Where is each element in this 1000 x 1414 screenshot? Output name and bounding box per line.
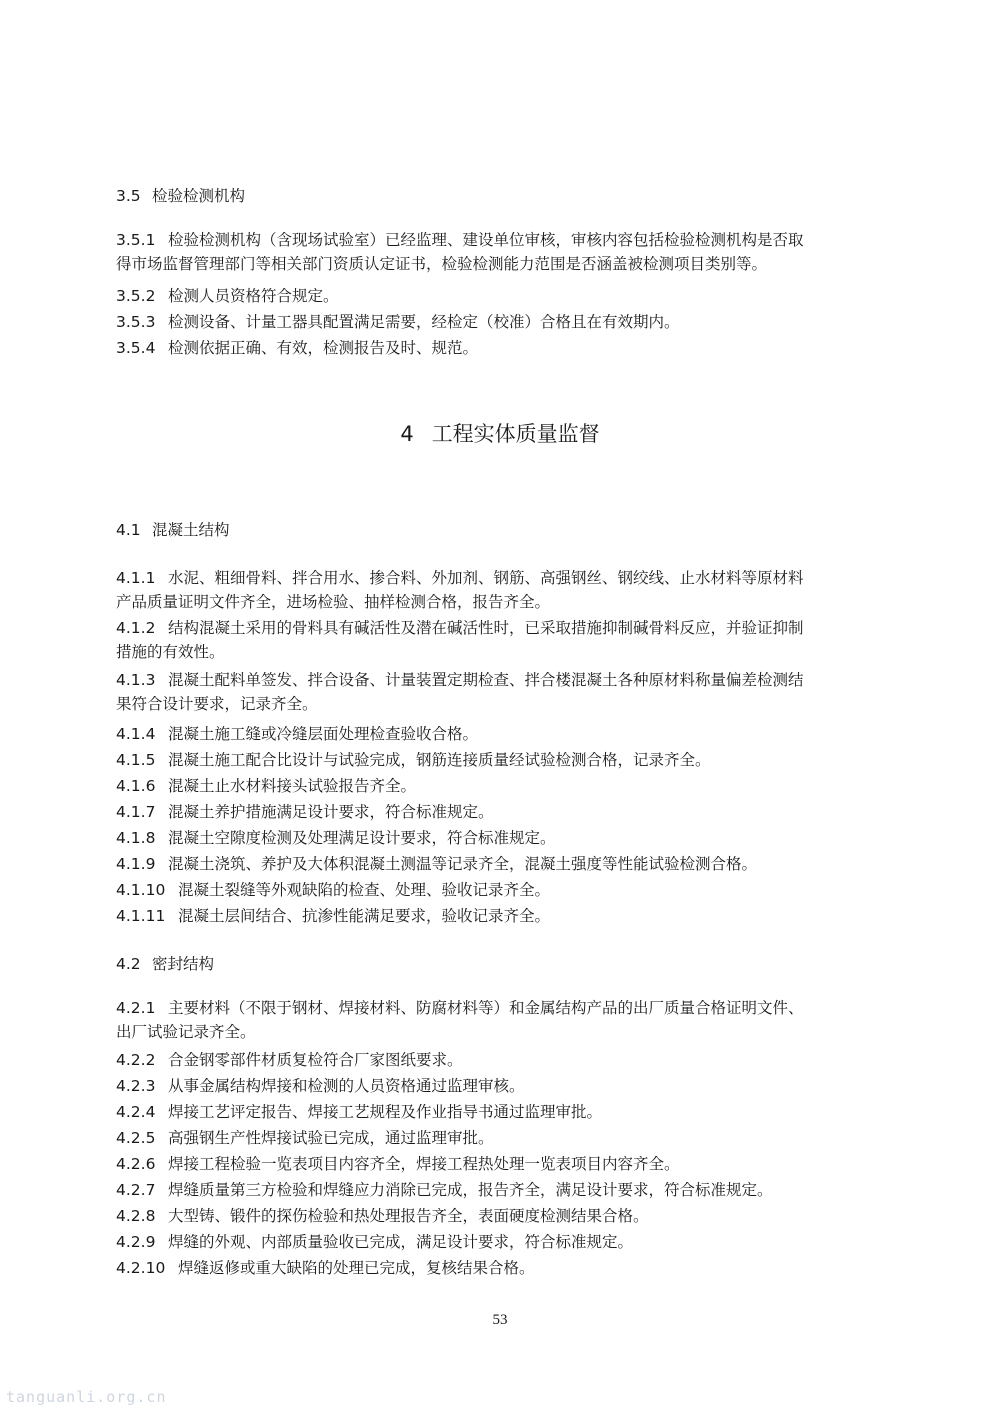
clause-text: 焊缝返修或重大缺陷的处理已完成，复核结果合格。 xyxy=(178,1259,535,1277)
clause-4-2-1 xyxy=(116,996,892,1044)
clause-4-1-7 xyxy=(116,800,892,824)
clause-number: 4.1.2 xyxy=(116,619,156,637)
clause-4-2-6 xyxy=(116,1152,892,1176)
clause-4-2-3 xyxy=(116,1074,892,1098)
clause-4-2-5 xyxy=(116,1126,892,1150)
clause-number: 4.2.5 xyxy=(116,1129,156,1147)
clause-number: 4.1.4 xyxy=(116,725,156,743)
clause-4-1-1 xyxy=(116,566,892,614)
chapter-number: 4 xyxy=(400,422,414,446)
clause-text: 混凝土空隙度检测及处理满足设计要求，符合标准规定。 xyxy=(168,829,556,847)
page-number: 53 xyxy=(492,1312,508,1328)
clause-text: 检测设备、计量工器具配置满足需要，经检定（校准）合格且在有效期内。 xyxy=(168,313,680,331)
clause-number: 4.2.4 xyxy=(116,1103,156,1121)
clause-text: 合金钢零部件材质复检符合厂家图纸要求。 xyxy=(168,1051,463,1069)
clause-text: 混凝土施工配合比设计与试验完成，钢筋连接质量经试验检测合格，记录齐全。 xyxy=(168,751,711,769)
clause-4-1-3 xyxy=(116,668,892,716)
clause-text: 检测依据正确、有效，检测报告及时、规范。 xyxy=(168,339,479,357)
section-heading-4-2 xyxy=(116,954,214,974)
clause-number: 4.1.5 xyxy=(116,751,156,769)
clause-4-2-4 xyxy=(116,1100,892,1124)
clause-number: 4.2.6 xyxy=(116,1155,156,1173)
clause-text-line2: 产品质量证明文件齐全，进场检验、抽样检测合格，报告齐全。 xyxy=(116,593,551,611)
section-heading-3-5 xyxy=(116,186,245,206)
clause-3-5-4 xyxy=(116,336,892,360)
clause-text-line1: 主要材料（不限于钢材、焊接材料、防腐材料等）和金属结构产品的出厂质量合格证明文件、 xyxy=(168,999,804,1017)
clause-number: 3.5.4 xyxy=(116,339,156,357)
clause-text: 混凝土止水材料接头试验报告齐全。 xyxy=(168,777,417,795)
section-heading-4-1 xyxy=(116,520,230,540)
section-number: 3.5 xyxy=(116,187,141,205)
clause-number: 4.1.7 xyxy=(116,803,156,821)
clause-text: 从事金属结构焊接和检测的人员资格通过监理审核。 xyxy=(168,1077,525,1095)
clause-number: 4.2.1 xyxy=(116,999,156,1017)
chapter-heading-4 xyxy=(0,420,1000,448)
clause-number: 4.1.10 xyxy=(116,881,166,899)
clause-text: 焊缝的外观、内部质量验收已完成，满足设计要求，符合标准规定。 xyxy=(168,1233,634,1251)
section-title: 检验检测机构 xyxy=(152,187,246,205)
clause-text-line1: 混凝土配料单签发、拌合设备、计量装置定期检查、拌合楼混凝土各种原材料称量偏差检测结 xyxy=(168,671,804,689)
clause-text: 混凝土施工缝或冷缝层面处理检查验收合格。 xyxy=(168,725,479,743)
clause-text: 混凝土裂缝等外观缺陷的检查、处理、验收记录齐全。 xyxy=(178,881,551,899)
clause-number: 3.5.3 xyxy=(116,313,156,331)
clause-4-2-9 xyxy=(116,1230,892,1254)
clause-3-5-2 xyxy=(116,284,892,308)
section-number: 4.1 xyxy=(116,521,141,539)
clause-text: 混凝土浇筑、养护及大体积混凝土测温等记录齐全，混凝土强度等性能试验检测合格。 xyxy=(168,855,758,873)
clause-4-1-10 xyxy=(116,878,892,902)
clause-text: 大型铸、锻件的探伤检验和热处理报告齐全，表面硬度检测结果合格。 xyxy=(168,1207,649,1225)
clause-4-1-11 xyxy=(116,904,892,928)
clause-number: 4.2.10 xyxy=(116,1259,166,1277)
clause-3-5-3 xyxy=(116,310,892,334)
clause-number: 4.2.8 xyxy=(116,1207,156,1225)
section-title: 密封结构 xyxy=(152,955,215,973)
clause-number: 4.2.2 xyxy=(116,1051,156,1069)
clause-number: 4.1.3 xyxy=(116,671,156,689)
clause-3-5-1 xyxy=(116,228,892,276)
clause-4-1-6 xyxy=(116,774,892,798)
clause-number: 4.1.8 xyxy=(116,829,156,847)
clause-number: 4.2.9 xyxy=(116,1233,156,1251)
clause-number: 4.2.7 xyxy=(116,1181,156,1199)
chapter-title: 工程实体质量监督 xyxy=(431,422,600,446)
clause-text: 混凝土养护措施满足设计要求，符合标准规定。 xyxy=(168,803,494,821)
clause-4-1-5 xyxy=(116,748,892,772)
clause-number: 4.1.6 xyxy=(116,777,156,795)
watermark-text: tanguanli.org.cn xyxy=(6,1388,167,1406)
clause-4-2-7 xyxy=(116,1178,892,1202)
clause-number: 4.1.9 xyxy=(116,855,156,873)
clause-4-2-8 xyxy=(116,1204,892,1228)
clause-number: 4.1.11 xyxy=(116,907,166,925)
clause-4-1-2 xyxy=(116,616,892,664)
clause-4-2-10 xyxy=(116,1256,892,1280)
clause-text-line2: 措施的有效性。 xyxy=(116,643,225,661)
clause-text-line1: 结构混凝土采用的骨料具有碱活性及潜在碱活性时，已采取措施抑制碱骨料反应，并验证抑制 xyxy=(168,619,804,637)
clause-text: 高强钢生产性焊接试验已完成，通过监理审批。 xyxy=(168,1129,494,1147)
clause-text-line2: 果符合设计要求，记录齐全。 xyxy=(116,695,318,713)
clause-4-1-4 xyxy=(116,722,892,746)
clause-text: 混凝土层间结合、抗渗性能满足要求，验收记录齐全。 xyxy=(178,907,551,925)
clause-number: 3.5.1 xyxy=(116,231,156,249)
clause-4-1-9 xyxy=(116,852,892,876)
clause-text: 焊接工艺评定报告、焊接工艺规程及作业指导书通过监理审批。 xyxy=(168,1103,603,1121)
clause-text: 焊缝质量第三方检验和焊缝应力消除已完成，报告齐全，满足设计要求，符合标准规定。 xyxy=(168,1181,773,1199)
clause-number: 3.5.2 xyxy=(116,287,156,305)
clause-text-line2: 得市场监督管理部门等相关部门资质认定证书，检验检测能力范围是否涵盖被检测项目类别等。 xyxy=(116,255,768,273)
clause-4-1-8 xyxy=(116,826,892,850)
clause-text-line1: 水泥、粗细骨料、拌合用水、掺合料、外加剂、钢筋、高强钢丝、钢绞线、止水材料等原材料 xyxy=(168,569,804,587)
clause-text: 焊接工程检验一览表项目内容齐全，焊接工程热处理一览表项目内容齐全。 xyxy=(168,1155,680,1173)
section-title: 混凝土结构 xyxy=(152,521,230,539)
section-number: 4.2 xyxy=(116,955,141,973)
clause-number: 4.2.3 xyxy=(116,1077,156,1095)
clause-number: 4.1.1 xyxy=(116,569,156,587)
clause-text: 检测人员资格符合规定。 xyxy=(168,287,339,305)
clause-text-line1: 检验检测机构（含现场试验室）已经监理、建设单位审核，审核内容包括检验检测机构是否取 xyxy=(168,231,804,249)
clause-text-line2: 出厂试验记录齐全。 xyxy=(116,1023,256,1041)
clause-4-2-2 xyxy=(116,1048,892,1072)
